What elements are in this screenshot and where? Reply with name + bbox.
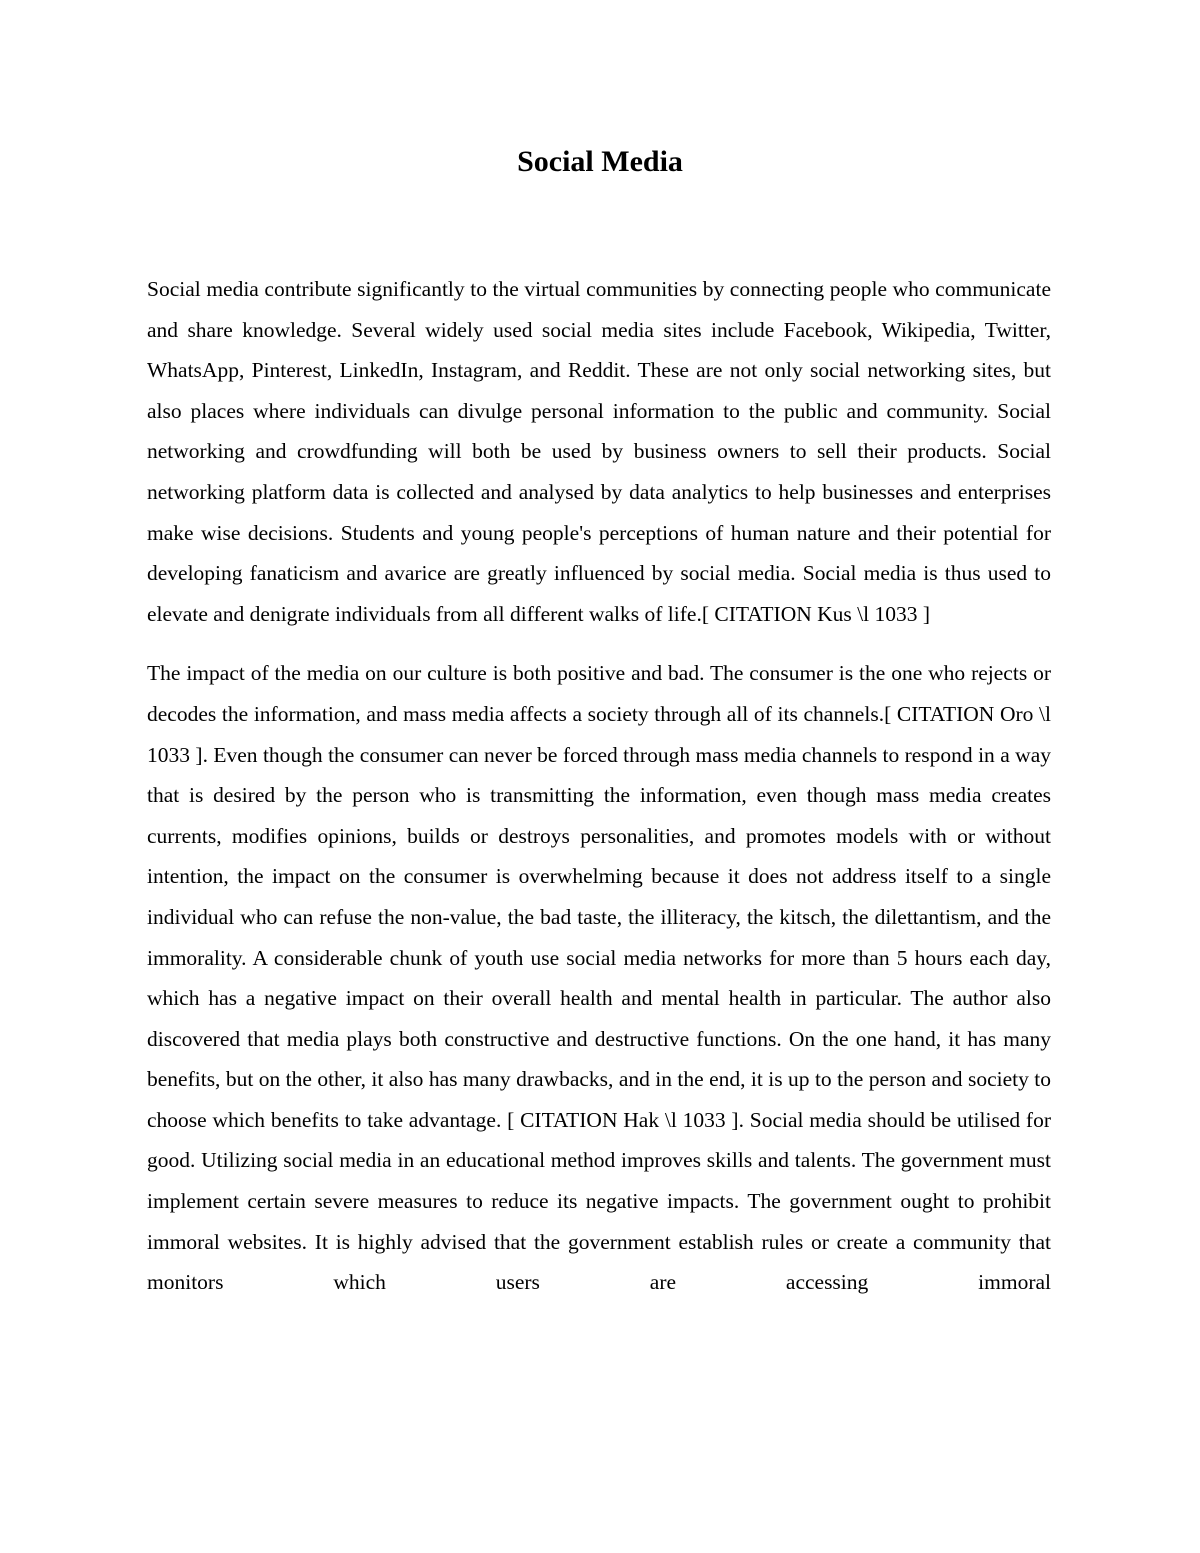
document-body	[147, 269, 1051, 1322]
paragraph-1: Social media contribute significantly to the virtual communities by connecting people who communicate and share knowledge. Several widely used social media sites include Facebook, Wikipedia, Twitter, WhatsApp, Pinterest, LinkedIn, Instagram, and Reddit. These are not only social networking sites, but also places where individuals can divulge personal information to the public and community. Social networking and crowdfunding will both be used by business owners to sell their products. Social networking platform data is collected and analysed by data analytics to help businesses and enterprises make wise decisions. Students and young people's perceptions of human nature and their potential for developing fanaticism and avarice are greatly influenced by social media. Social media is thus used to elevate and denigrate individuals from all different walks of life.[ CITATION Kus \l 1033 ]	[147, 277, 1051, 626]
paragraph-2: The impact of the media on our culture is both positive and bad. The consumer is the one who rejects or decodes the information, and mass media affects a society through all of its channels.[ CITATION Oro \l 1033 ]. Even though the consumer can never be forced through mass media channels to respond in a way that is desired by the person who is transmitting the information, even though mass media creates currents, modifies opinions, builds or destroys personalities, and promotes models with or without intention, the impact on the consumer is overwhelming because it does not address itself to a single individual who can refuse the non-value, the bad taste, the illiteracy, the kitsch, the dilettantism, and the immorality. A considerable chunk of youth use social media networks for more than 5 hours each day, which has a negative impact on their overall health and mental health in particular. The author also discovered that media plays both constructive and destructive functions. On the one hand, it has many benefits, but on the other, it also has many drawbacks, and in the end, it is up to the person and society to choose which benefits to take advantage. [ CITATION Hak \l 1033 ]. Social media should be utilised for good. Utilizing social media in an educational method improves skills and talents. The government must implement certain severe measures to reduce its negative impacts. The government ought to prohibit immoral websites. It is highly advised that the government establish rules or create a community that monitors which users are accessing immoral	[147, 661, 1051, 1295]
document-title: Social Media	[517, 145, 683, 178]
